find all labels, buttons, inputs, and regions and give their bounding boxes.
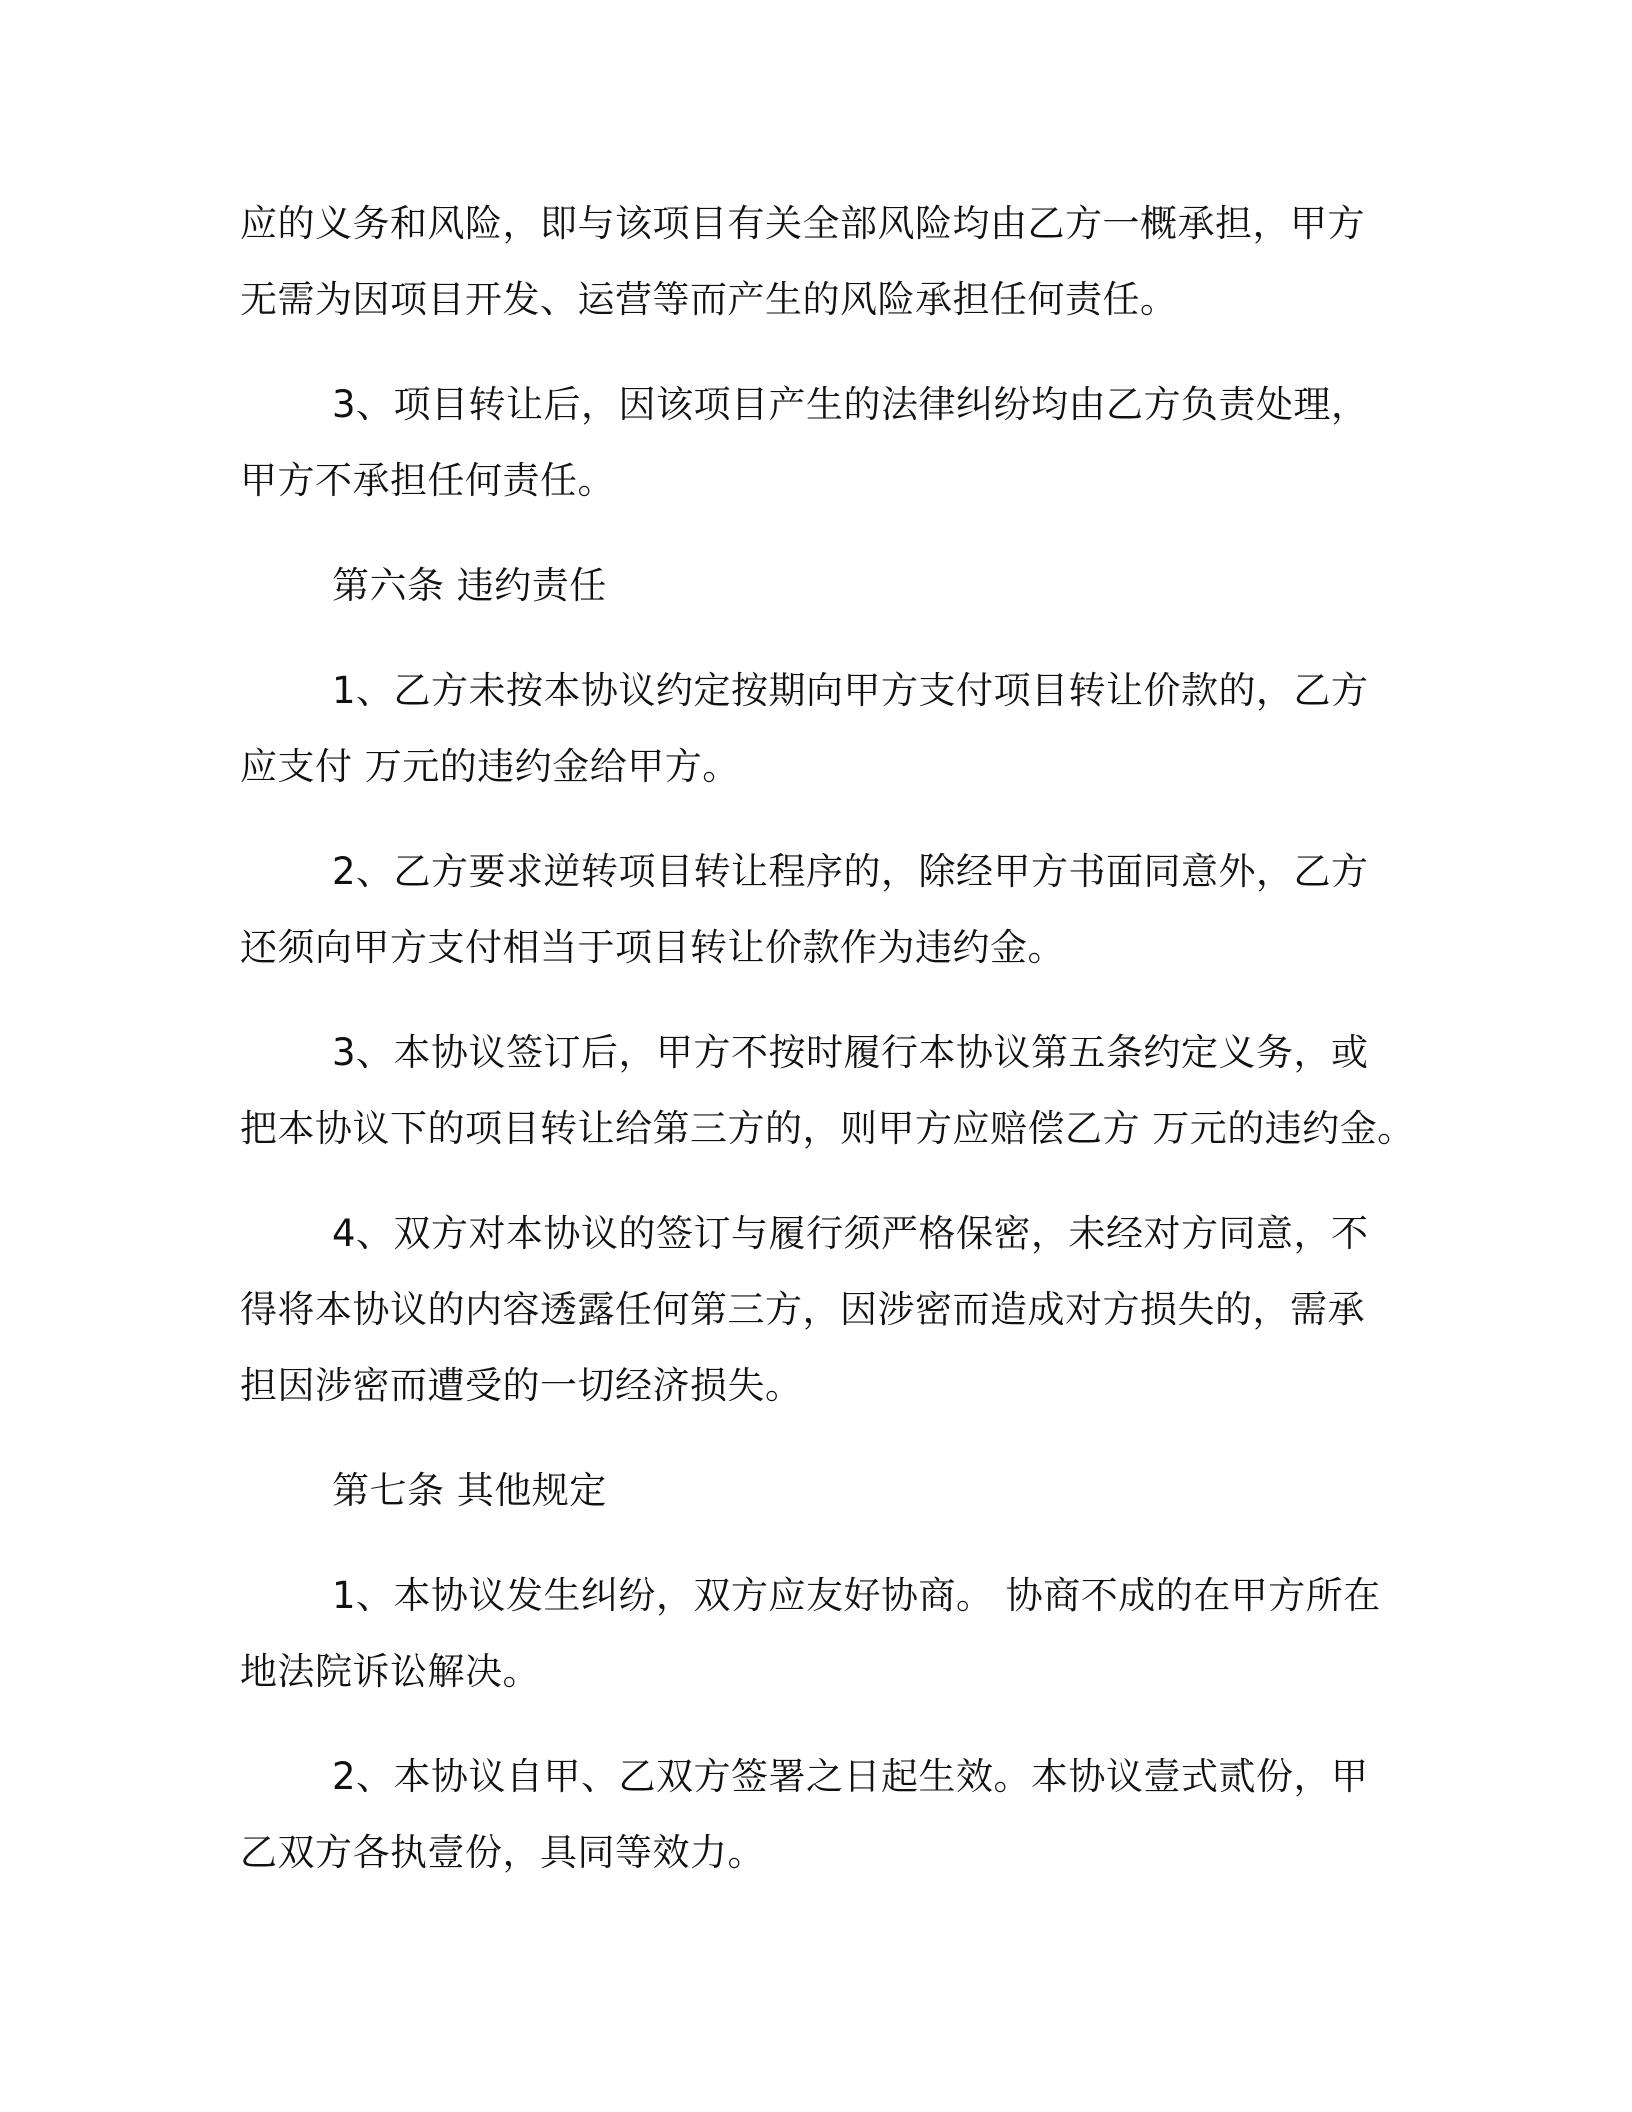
- text-line: 乙双方各执壹份，具同等效力。: [240, 1831, 765, 1874]
- text-line: 3、本协议签订后，甲方不按时履行本协议第五条约定义务，或: [332, 1031, 1369, 1074]
- paragraph-risk-continuation: [240, 186, 1400, 338]
- section-heading: 第六条 违约责任: [332, 564, 607, 607]
- text-line: 3、项目转让后，因该项目产生的法律纠纷均由乙方负责处理，: [332, 383, 1369, 426]
- text-line: 担因涉密而遭受的一切经济损失。: [240, 1364, 803, 1407]
- text-line: 2、本协议自甲、乙双方签署之日起生效。本协议壹式贰份，甲: [332, 1755, 1369, 1798]
- section-heading: 第七条 其他规定: [332, 1469, 607, 1512]
- text-line: 还须向甲方支付相当于项目转让价款作为违约金。: [240, 926, 1065, 969]
- text-line: 应的义务和风险，即与该项目有关全部风险均由乙方一概承担，甲方: [240, 202, 1365, 245]
- text-line: 得将本协议的内容透露任何第三方，因涉密而造成对方损失的，需承: [240, 1288, 1365, 1331]
- paragraph-article-5-clause-3: [240, 367, 1400, 519]
- text-line: 地法院诉讼解决。: [240, 1650, 540, 1693]
- heading-article-6: [240, 548, 1400, 624]
- text-line: 4、双方对本协议的签订与履行须严格保密，未经对方同意，不: [332, 1212, 1369, 1255]
- paragraph-article-7-clause-2: [240, 1739, 1400, 1891]
- text-line: 应支付 万元的违约金给甲方。: [240, 745, 740, 788]
- paragraph-article-7-clause-1: [240, 1558, 1400, 1710]
- heading-article-7: [240, 1453, 1400, 1529]
- text-line: 无需为因项目开发、运营等而产生的风险承担任何责任。: [240, 278, 1178, 321]
- paragraph-article-6-clause-3: [240, 1015, 1415, 1167]
- paragraph-article-6-clause-2: [240, 834, 1400, 986]
- document-body: [240, 186, 1415, 1920]
- paragraph-article-6-clause-4: [240, 1196, 1400, 1424]
- text-line: 甲方不承担任何责任。: [240, 459, 615, 502]
- text-line: 1、乙方未按本协议约定按期向甲方支付项目转让价款的，乙方: [332, 669, 1369, 712]
- text-line: 把本协议下的项目转让给第三方的，则甲方应赔偿乙方 万元的违约金。: [240, 1107, 1415, 1150]
- text-line: 1、本协议发生纠纷，双方应友好协商。 协商不成的在甲方所在: [332, 1574, 1381, 1617]
- paragraph-article-6-clause-1: [240, 653, 1400, 805]
- text-line: 2、乙方要求逆转项目转让程序的，除经甲方书面同意外，乙方: [332, 850, 1369, 893]
